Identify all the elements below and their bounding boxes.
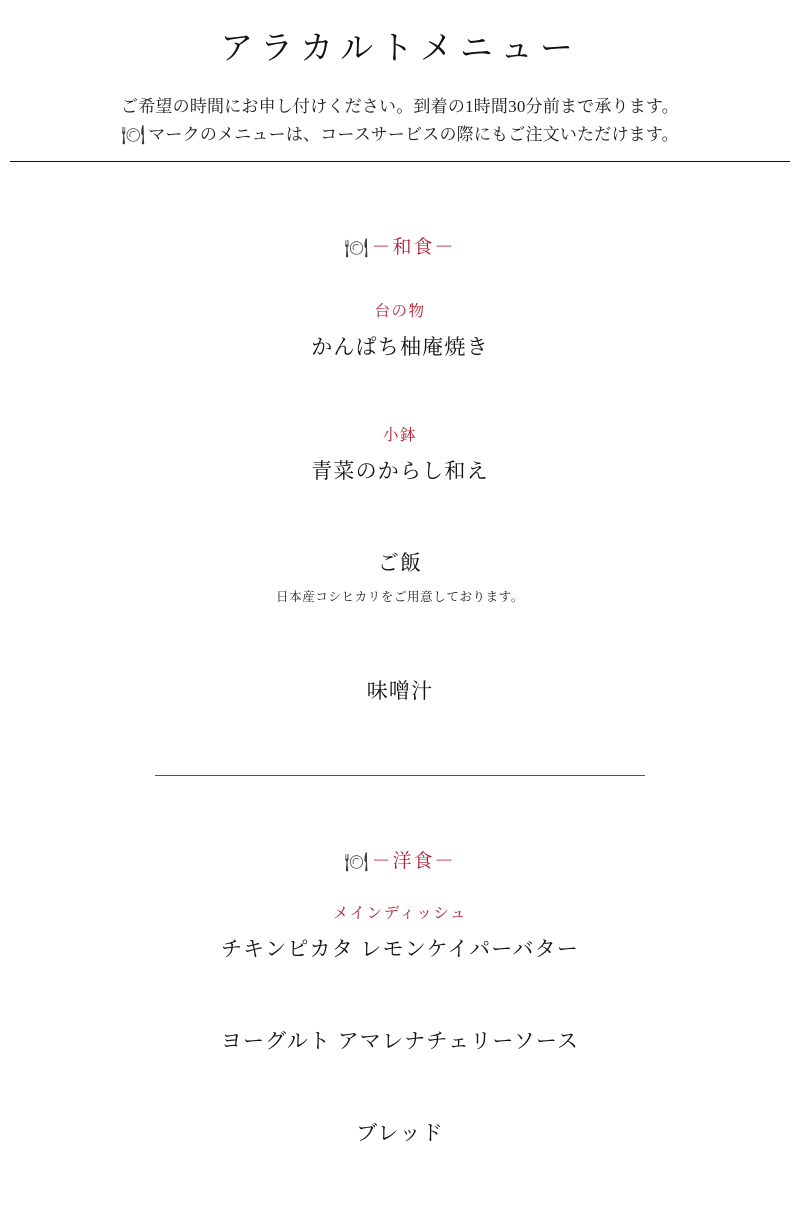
menu-note-line-1: ご希望の時間にお申し付けください。到着の1時間30分前まで承ります。 [121, 97, 679, 116]
section-heading-yoshoku [0, 846, 800, 873]
dish-name: ご飯 [377, 550, 423, 575]
spacer [0, 361, 800, 423]
section-washoku [0, 232, 800, 705]
menu-notes [0, 93, 800, 151]
section-heading-text: －洋食－ [371, 850, 456, 872]
page-title: アラカルトメニュー [220, 31, 580, 67]
spacer [0, 485, 800, 547]
dish-name: 青菜のからし和え [311, 458, 489, 483]
spacer [0, 605, 800, 675]
cutlery-icon: 🍽 [121, 124, 146, 147]
spacer [0, 321, 800, 331]
spacer [0, 1055, 800, 1117]
section-heading-washoku [0, 232, 800, 259]
course-label: メインディッシュ [332, 904, 468, 922]
spacer [0, 577, 800, 587]
dish-name: チキンピカタ レモンケイパーバター [220, 936, 580, 961]
spacer [0, 776, 800, 846]
cutlery-icon: 🍽 [344, 850, 369, 873]
spacer [0, 445, 800, 455]
menu-note-line-2-text: マークのメニューは、コースサービスの際にもご注文いただけます。 [148, 125, 679, 145]
spacer [0, 923, 800, 933]
section-heading-text: －和食－ [371, 236, 456, 258]
course-label: 台の物 [374, 302, 426, 320]
menu-page [0, 22, 800, 1213]
cutlery-icon: 🍽 [344, 236, 369, 259]
dish-name: 味噌汁 [366, 678, 434, 703]
dish-name: ブレッド [356, 1120, 444, 1145]
spacer [0, 963, 800, 1025]
spacer [0, 162, 800, 232]
menu-note-line-2 [0, 120, 800, 150]
dish-name: かんぱち柚庵焼き [311, 334, 489, 359]
course-label: 小鉢 [382, 426, 417, 444]
dish-name: ヨーグルト アマレナチェリーソース [220, 1028, 580, 1053]
spacer [0, 259, 800, 299]
dish-note: 日本産コシヒカリをご用意しております。 [276, 589, 524, 604]
section-yoshoku [0, 846, 800, 1147]
spacer [0, 705, 800, 775]
spacer [0, 873, 800, 901]
